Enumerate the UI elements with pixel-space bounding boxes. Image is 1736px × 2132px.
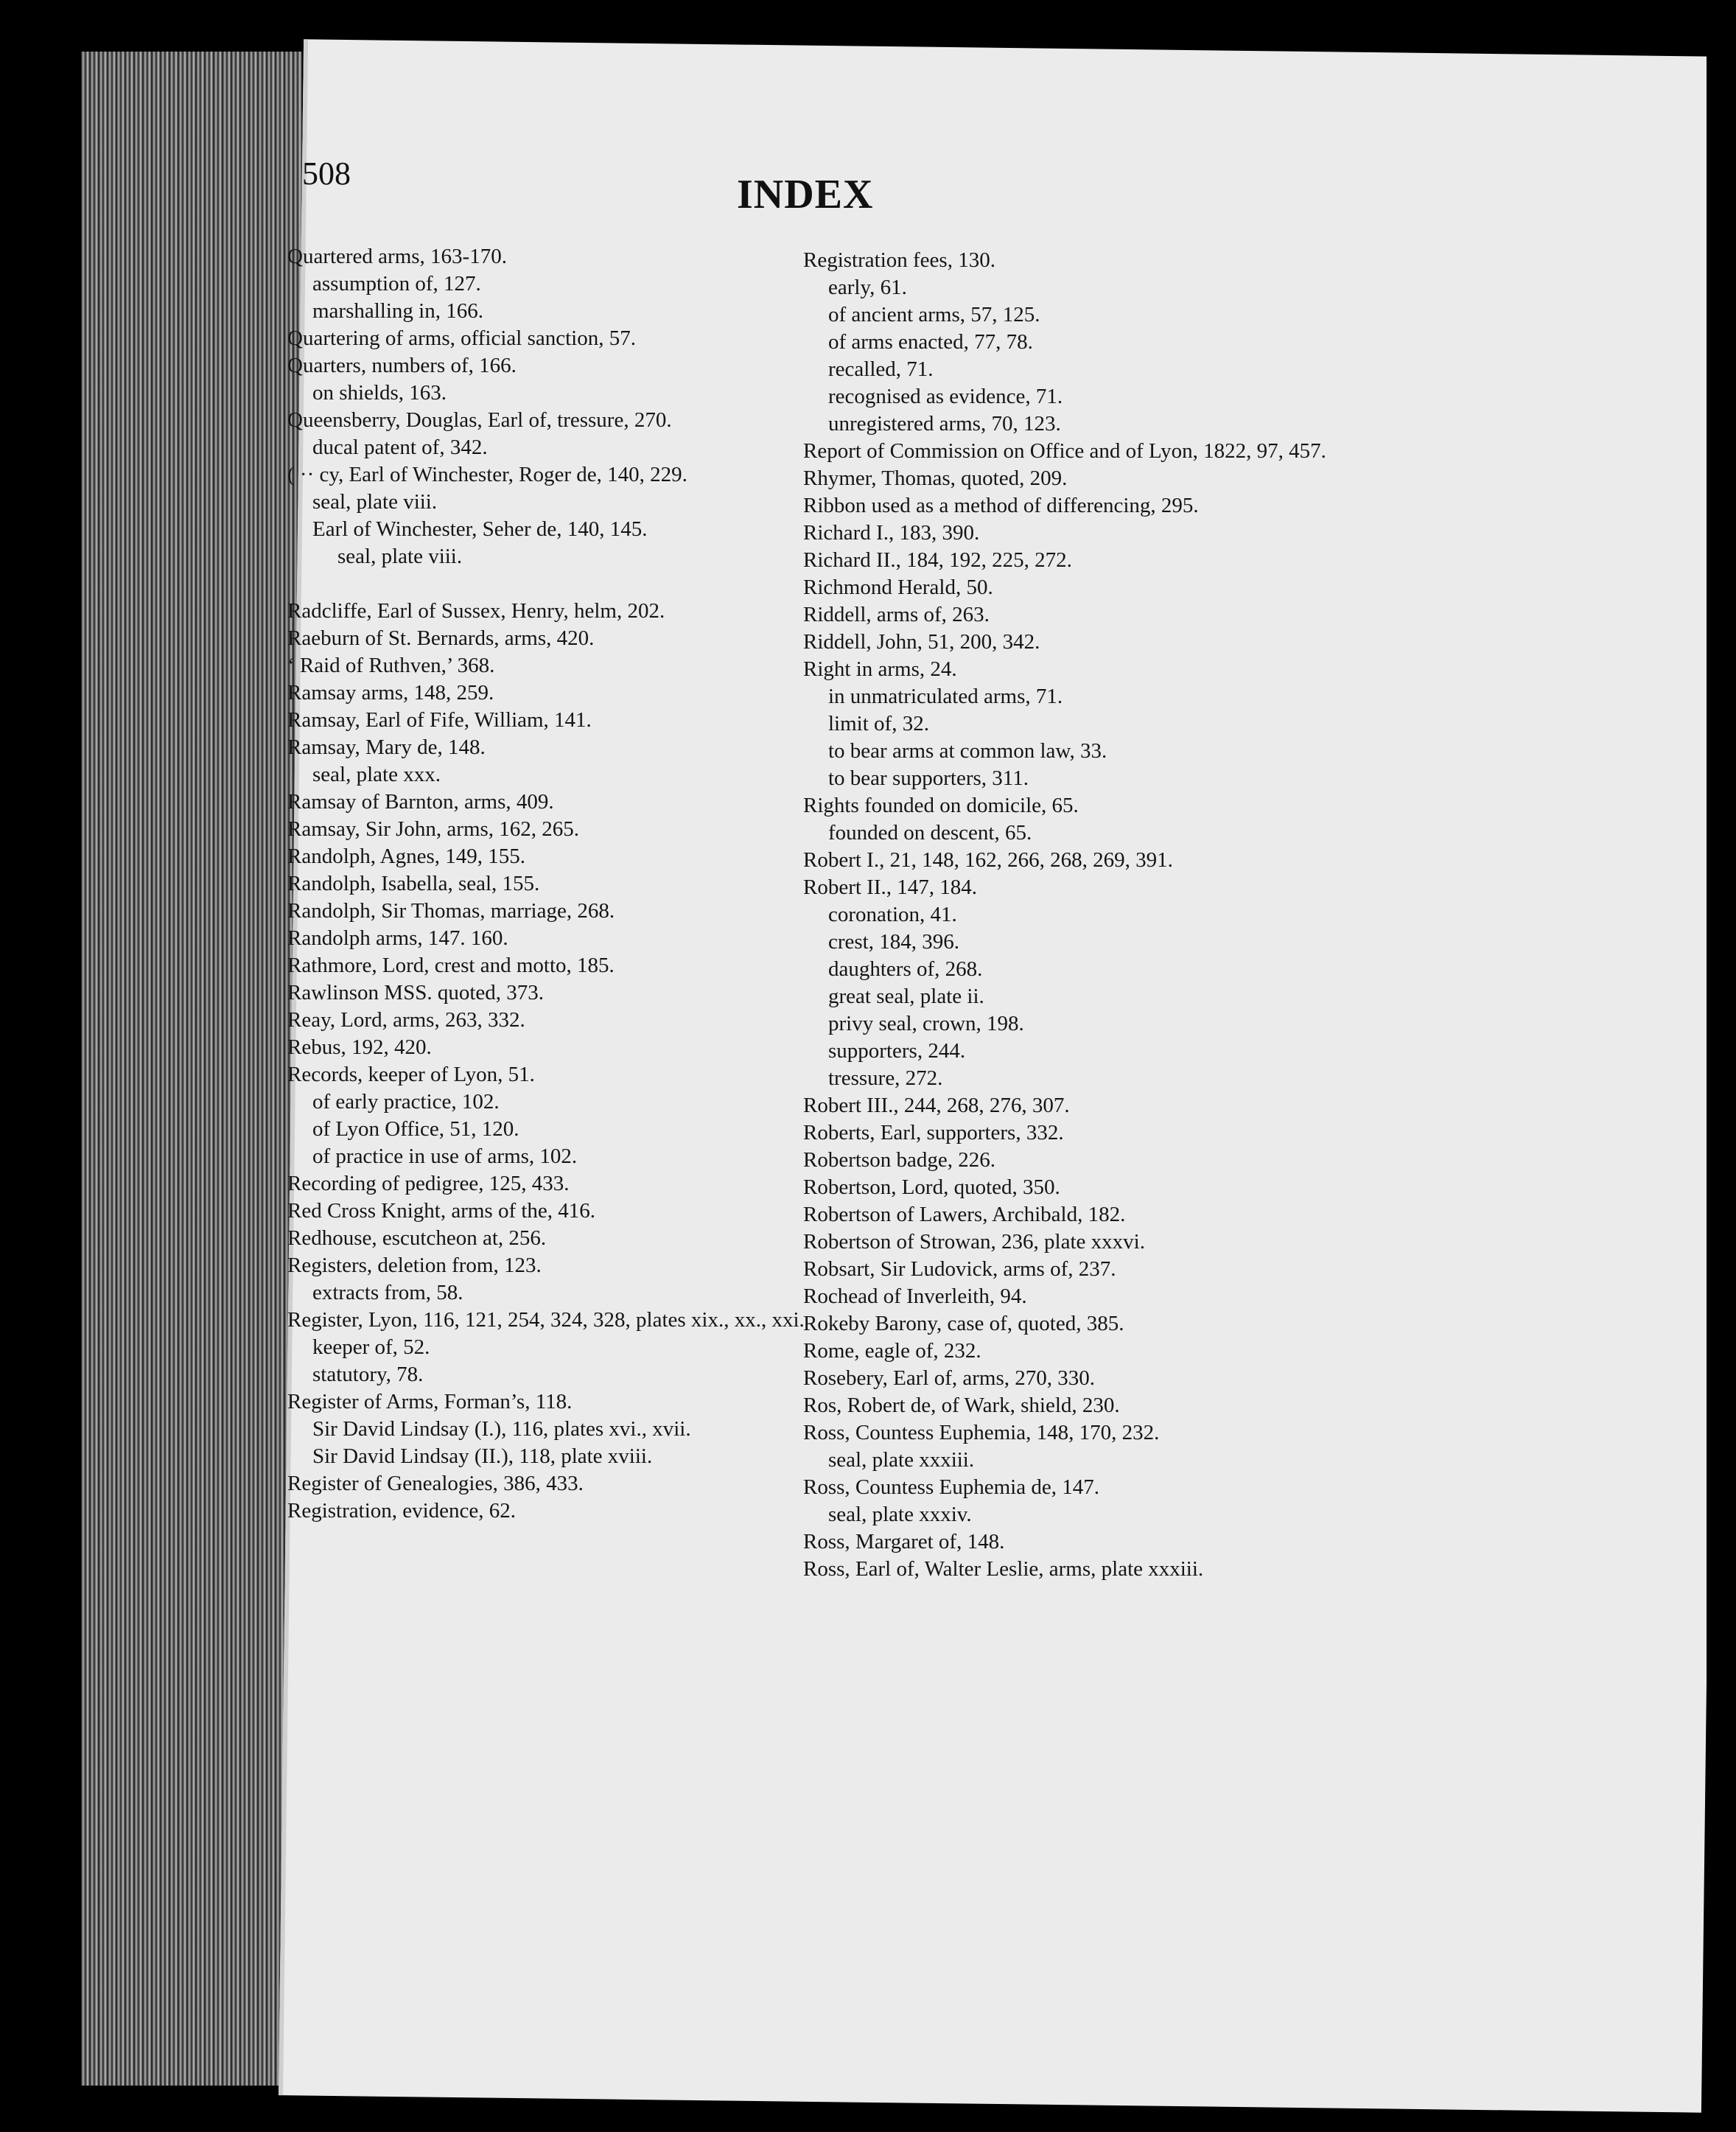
index-entry: Reay, Lord, arms, 263, 332. xyxy=(287,1008,525,1032)
index-entry: Ramsay, Mary de, 148. xyxy=(287,735,486,759)
index-subentry: great seal, plate ii. xyxy=(828,985,984,1008)
index-entry: Rights founded on domicile, 65. xyxy=(803,794,1079,817)
index-entry: Rhymer, Thomas, quoted, 209. xyxy=(803,466,1068,490)
index-subentry: coronation, 41. xyxy=(828,903,957,926)
index-entry: Robert II., 147, 184. xyxy=(803,875,977,899)
index-subentry: seal, plate xxxiv. xyxy=(828,1503,972,1526)
page-number: 508 xyxy=(302,155,351,192)
index-entry: Rochead of Inverleith, 94. xyxy=(803,1285,1027,1308)
index-entry: Robertson badge, 226. xyxy=(803,1148,995,1172)
index-entry: Register of Arms, Forman’s, 118. xyxy=(287,1390,573,1413)
index-subentry: Earl of Winchester, Seher de, 140, 145. xyxy=(312,517,648,541)
index-entry: Ramsay of Barnton, arms, 409. xyxy=(287,790,554,814)
index-entry: Ross, Countess Euphemia de, 147. xyxy=(803,1475,1099,1499)
index-entry: Rebus, 192, 420. xyxy=(287,1035,432,1059)
index-entry: Richard II., 184, 192, 225, 272. xyxy=(803,548,1072,572)
index-subentry: extracts from, 58. xyxy=(312,1281,463,1304)
index-subentry: founded on descent, 65. xyxy=(828,821,1032,845)
index-entry: Registers, deletion from, 123. xyxy=(287,1254,542,1277)
index-entry: Robert I., 21, 148, 162, 266, 268, 269, 391. xyxy=(803,848,1173,872)
page-title: INDEX xyxy=(737,172,874,217)
index-entry: Robert III., 244, 268, 276, 307. xyxy=(803,1094,1070,1117)
index-entry: Robertson of Strowan, 236, plate xxxvi. xyxy=(803,1230,1145,1254)
index-subentry: Sir David Lindsay (I.), 116, plates xvi., xvii. xyxy=(312,1417,691,1441)
index-entry: Ramsay, Earl of Fife, William, 141. xyxy=(287,708,592,732)
index-entry: Records, keeper of Lyon, 51. xyxy=(287,1063,535,1086)
index-column-left xyxy=(287,243,818,1525)
book-page-edges xyxy=(81,52,302,2086)
index-subentry: seal, plate viii. xyxy=(312,490,438,514)
index-entry: Quartering of arms, official sanction, 57. xyxy=(287,326,636,350)
index-subentry: privy seal, crown, 198. xyxy=(828,1012,1024,1035)
index-subentry: tressure, 272. xyxy=(828,1066,943,1090)
index-entry: Randolph arms, 147. 160. xyxy=(287,926,508,950)
index-subentry: of arms enacted, 77, 78. xyxy=(828,330,1033,354)
index-entry: Red Cross Knight, arms of the, 416. xyxy=(287,1199,596,1223)
index-entry: Quartered arms, 163-170. xyxy=(287,245,507,268)
index-entry: ( ·· cy, Earl of Winchester, Roger de, 140, 229. xyxy=(287,463,687,486)
index-entry: Riddell, John, 51, 200, 342. xyxy=(803,630,1040,654)
index-subentry: to bear supporters, 311. xyxy=(828,766,1029,790)
index-entry: Recording of pedigree, 125, 433. xyxy=(287,1172,570,1195)
index-entry: Rawlinson MSS. quoted, 373. xyxy=(287,981,545,1004)
index-entry: Robsart, Sir Ludovick, arms of, 237. xyxy=(803,1257,1116,1281)
index-subentry: Sir David Lindsay (II.), 118, plate xviii. xyxy=(312,1444,653,1468)
index-entry: Randolph, Sir Thomas, marriage, 268. xyxy=(287,899,615,923)
index-entry: Ross, Margaret of, 148. xyxy=(803,1530,1005,1553)
index-entry: Roberts, Earl, supporters, 332. xyxy=(803,1121,1064,1144)
index-subentry: marshalling in, 166. xyxy=(312,299,483,323)
index-entry: Quarters, numbers of, 166. xyxy=(287,354,517,377)
index-entry: Radcliffe, Earl of Sussex, Henry, helm, 202. xyxy=(287,599,665,623)
index-entry: Rathmore, Lord, crest and motto, 185. xyxy=(287,954,615,977)
index-subentry: on shields, 163. xyxy=(312,381,447,405)
index-entry: Riddell, arms of, 263. xyxy=(803,603,990,626)
index-subentry: ducal patent of, 342. xyxy=(312,436,488,459)
index-entry: Randolph, Agnes, 149, 155. xyxy=(287,845,526,868)
index-subentry: in unmatriculated arms, 71. xyxy=(828,685,1063,708)
index-subentry: seal, plate xxx. xyxy=(312,763,441,786)
index-subentry: daughters of, 268. xyxy=(828,957,983,981)
index-subentry: to bear arms at common law, 33. xyxy=(828,739,1107,763)
index-entry: Register of Genealogies, 386, 433. xyxy=(287,1472,584,1495)
index-subentry: keeper of, 52. xyxy=(312,1335,430,1359)
index-entry: Ramsay arms, 148, 259. xyxy=(287,681,494,705)
index-entry: Raeburn of St. Bernards, arms, 420. xyxy=(287,626,595,650)
index-subentry: seal, plate viii. xyxy=(337,545,463,568)
index-subentry: of early practice, 102. xyxy=(312,1090,500,1114)
index-subentry: seal, plate xxxiii. xyxy=(828,1448,975,1472)
index-entry: Redhouse, escutcheon at, 256. xyxy=(287,1226,547,1250)
index-subentry: early, 61. xyxy=(828,276,907,299)
index-entry: Richard I., 183, 390. xyxy=(803,521,980,545)
index-entry: Ros, Robert de, of Wark, shield, 230. xyxy=(803,1394,1120,1417)
index-entry: Robertson, Lord, quoted, 350. xyxy=(803,1175,1060,1199)
index-entry: Ross, Countess Euphemia, 148, 170, 232. xyxy=(803,1421,1160,1444)
index-entry: Richmond Herald, 50. xyxy=(803,576,993,599)
index-entry: Ramsay, Sir John, arms, 162, 265. xyxy=(287,817,580,841)
index-entry: Rosebery, Earl of, arms, 270, 330. xyxy=(803,1366,1095,1390)
index-entry: Registration, evidence, 62. xyxy=(287,1499,517,1523)
index-subentry: supporters, 244. xyxy=(828,1039,966,1063)
index-entry: Registration fees, 130. xyxy=(803,248,995,272)
scan-border xyxy=(1707,0,1736,2132)
index-subentry: recalled, 71. xyxy=(828,357,934,381)
index-column-right xyxy=(803,247,1334,1583)
index-subentry: limit of, 32. xyxy=(828,712,929,735)
index-entry: Rome, eagle of, 232. xyxy=(803,1339,981,1363)
index-entry: Report of Commission on Office and of Lyon, 1822, 97, 457. xyxy=(803,439,1326,463)
index-subentry: of ancient arms, 57, 125. xyxy=(828,303,1040,326)
index-subentry: of practice in use of arms, 102. xyxy=(312,1144,578,1168)
index-entry: Ribbon used as a method of differencing, 295. xyxy=(803,494,1199,517)
index-subentry: of Lyon Office, 51, 120. xyxy=(312,1117,519,1141)
index-entry: Ross, Earl of, Walter Leslie, arms, plate xxxiii. xyxy=(803,1557,1204,1581)
index-entry: Queensberry, Douglas, Earl of, tressure, 270. xyxy=(287,408,672,432)
index-entry: Robertson of Lawers, Archibald, 182. xyxy=(803,1203,1126,1226)
index-entry: Rokeby Barony, case of, quoted, 385. xyxy=(803,1312,1124,1335)
entry-gap xyxy=(287,570,818,598)
index-subentry: assumption of, 127. xyxy=(312,272,481,296)
index-subentry: recognised as evidence, 71. xyxy=(828,385,1063,408)
index-subentry: unregistered arms, 70, 123. xyxy=(828,412,1061,436)
index-entry: Randolph, Isabella, seal, 155. xyxy=(287,872,540,895)
index-entry: Register, Lyon, 116, 121, 254, 324, 328, plates xix., xx., xxi. xyxy=(287,1308,805,1332)
index-subentry: crest, 184, 396. xyxy=(828,930,959,954)
index-entry: Right in arms, 24. xyxy=(803,657,957,681)
index-subentry: statutory, 78. xyxy=(312,1363,424,1386)
index-entry: ‘ Raid of Ruthven,’ 368. xyxy=(287,654,495,677)
